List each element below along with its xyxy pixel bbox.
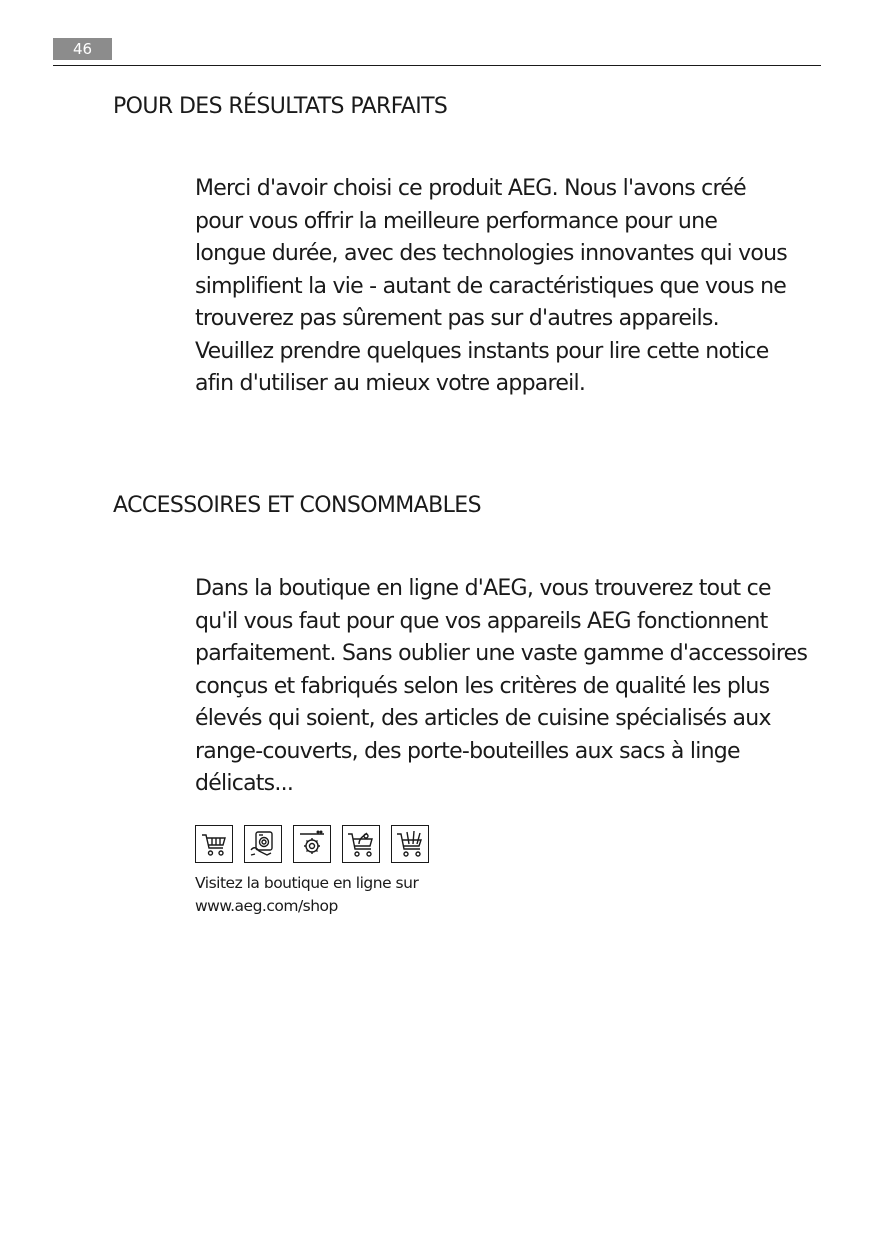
cart-tools-icon [342, 825, 380, 863]
paragraph-line: délicats... [195, 771, 294, 796]
paragraph-line: trouverez pas sûrement pas sur d'autres appareils. [195, 306, 719, 331]
paragraph-line: simplifient la vie - autant de caractéristiques que vous ne [195, 273, 787, 299]
shop-note [195, 872, 418, 918]
cart-bottles-icon [391, 825, 429, 863]
section-title-results: POUR DES RÉSULTATS PARFAITS [113, 94, 448, 119]
section-title-accessories: ACCESSOIRES ET CONSOMMABLES [113, 493, 481, 518]
header-rule [53, 65, 821, 66]
paragraph-line: élevés qui soient, des articles de cuisine spécialisés aux [195, 706, 771, 731]
paragraph-line: pour vous offrir la meilleure performance pour une [195, 208, 718, 234]
paragraph-line: range-couverts, des porte-bouteilles aux sacs à linge [195, 738, 740, 764]
paragraph-line: qu'il vous faut pour que vos appareils AEG fonctionnent [195, 608, 768, 634]
oven-gear-icon [293, 825, 331, 863]
shop-url[interactable]: www.aeg.com/shop [195, 897, 338, 915]
shopping-cart-icon [195, 825, 233, 863]
paragraph-line: Dans la boutique en ligne d'AEG, vous trouverez tout ce [195, 576, 771, 601]
shop-text: Visitez la boutique en ligne sur [195, 874, 419, 892]
intro-paragraph [195, 173, 835, 401]
paragraph-line: parfaitement. Sans oublier une vaste gamme d'accessoires [195, 641, 808, 666]
paragraph-line: Veuillez prendre quelques instants pour lire cette notice [195, 338, 769, 364]
washing-machine-icon [244, 825, 282, 863]
paragraph-line: afin d'utiliser au mieux votre appareil. [195, 371, 586, 396]
paragraph-line: Merci d'avoir choisi ce produit AEG. Nous l'avons créé [195, 176, 746, 201]
paragraph-line: longue durée, avec des technologies innovantes qui vous [195, 241, 787, 266]
paragraph-line: conçus et fabriqués selon les critères de qualité les plus [195, 673, 770, 699]
accessories-paragraph [195, 573, 835, 801]
shop-icons [195, 825, 429, 863]
page-number: 46 [53, 38, 112, 60]
